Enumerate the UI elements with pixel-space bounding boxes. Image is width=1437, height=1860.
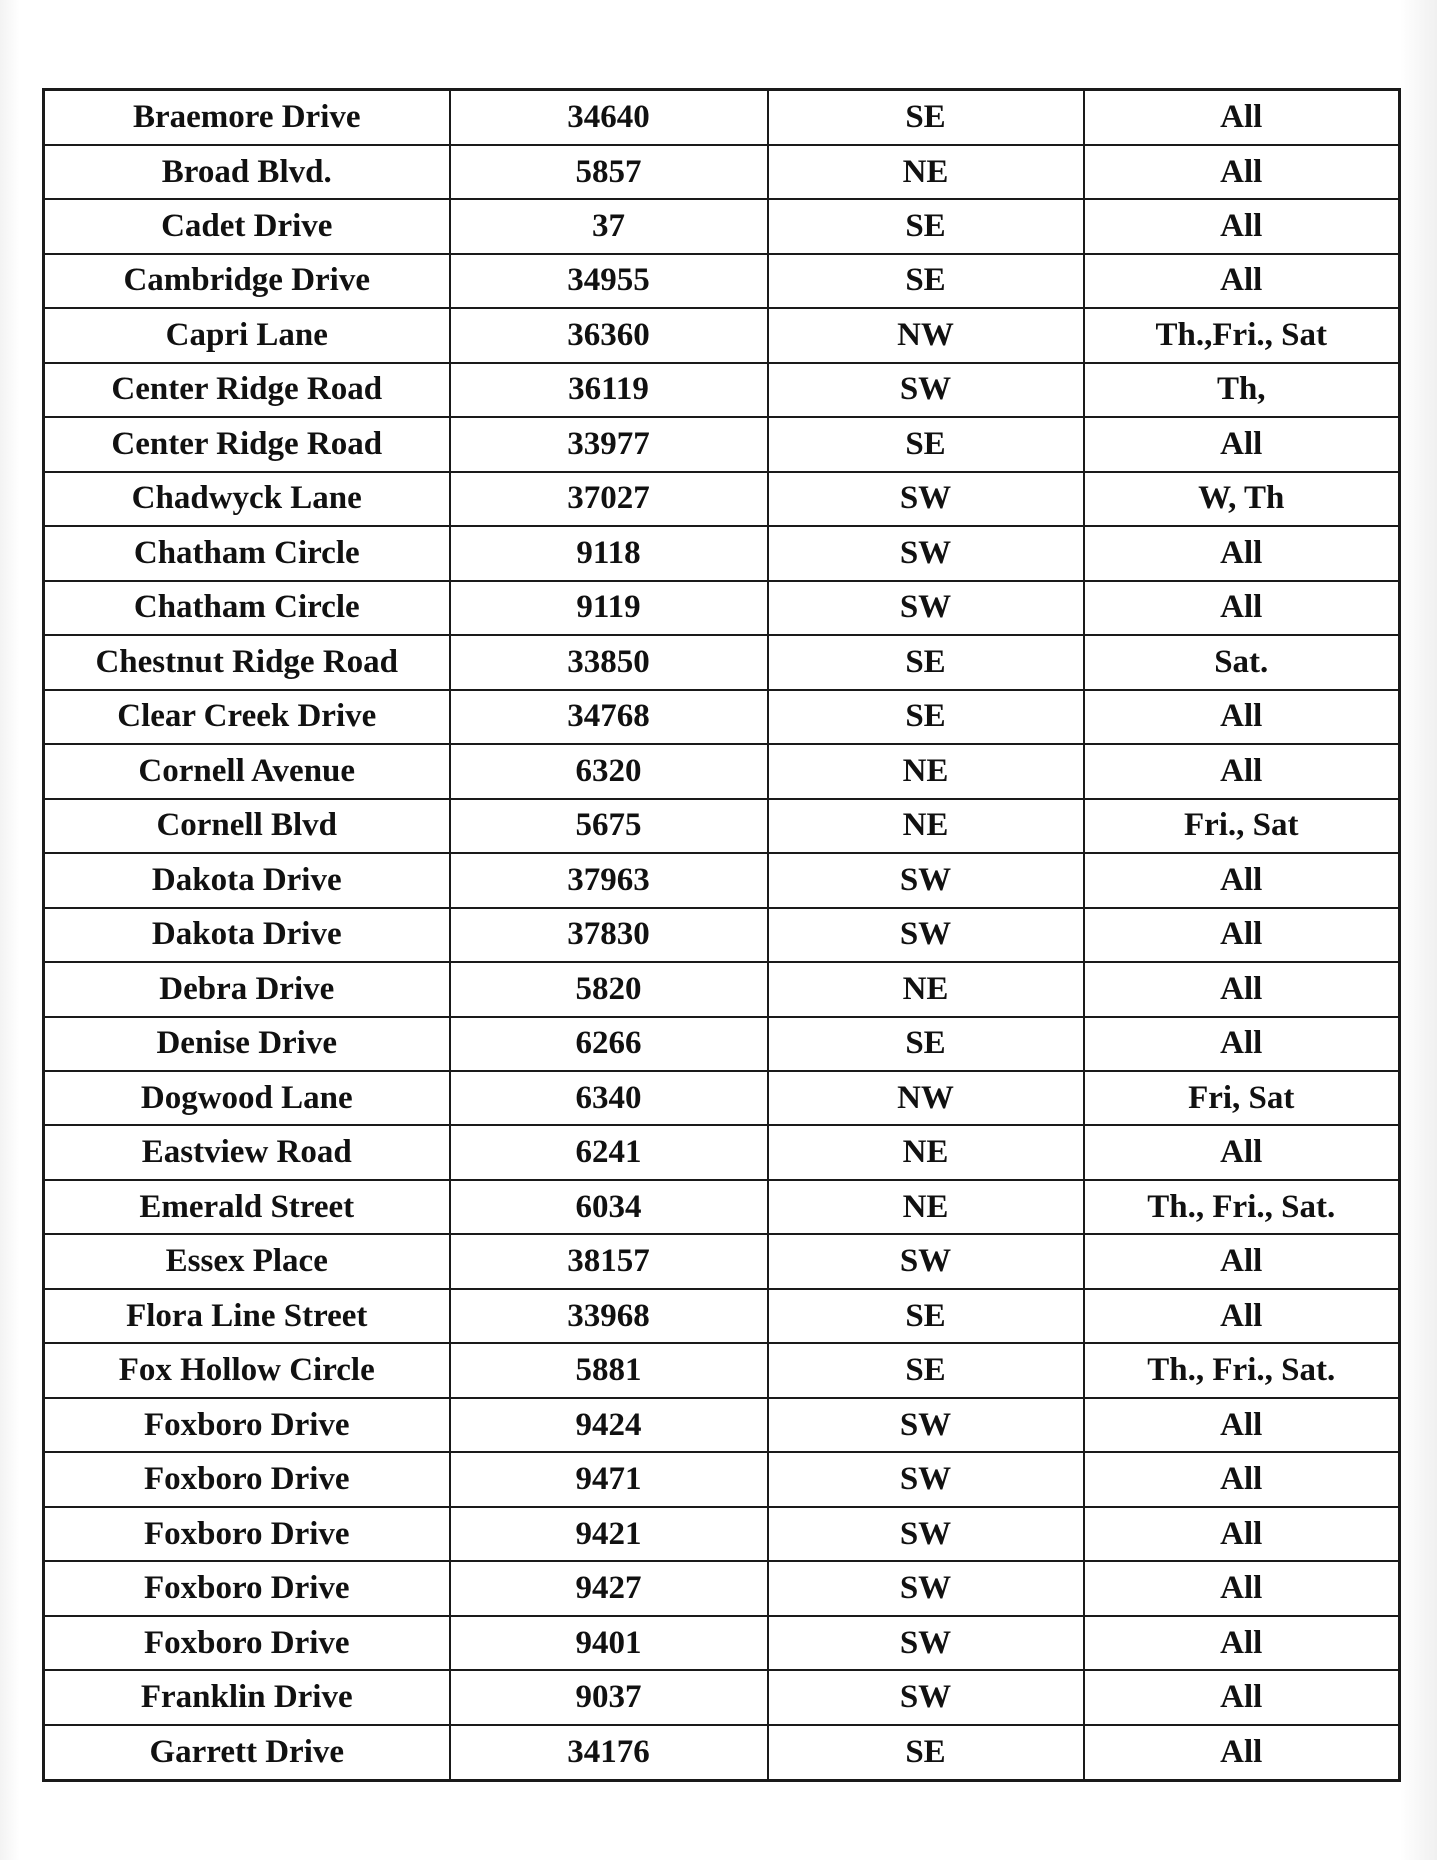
days-cell: All — [1084, 145, 1400, 199]
table-row — [44, 799, 1400, 853]
street-name-cell: Foxboro Drive — [44, 1507, 450, 1561]
table-row — [44, 853, 1400, 907]
table-row — [44, 908, 1400, 962]
days-cell: All — [1084, 1725, 1400, 1781]
quadrant-cell: SW — [768, 526, 1084, 580]
days-cell: All — [1084, 1507, 1400, 1561]
street-name-cell: Broad Blvd. — [44, 145, 450, 199]
street-name-cell: Chestnut Ridge Road — [44, 635, 450, 689]
days-cell: All — [1084, 526, 1400, 580]
quadrant-cell: SE — [768, 90, 1084, 145]
address-number-cell: 33977 — [450, 417, 768, 471]
days-cell: W, Th — [1084, 472, 1400, 526]
days-cell: All — [1084, 1616, 1400, 1670]
days-cell: All — [1084, 1561, 1400, 1615]
address-number-cell: 5857 — [450, 145, 768, 199]
days-cell: All — [1084, 1125, 1400, 1179]
days-cell: All — [1084, 1398, 1400, 1452]
days-cell: All — [1084, 254, 1400, 308]
address-number-cell: 33850 — [450, 635, 768, 689]
address-number-cell: 9427 — [450, 1561, 768, 1615]
table-row — [44, 363, 1400, 417]
days-cell: All — [1084, 853, 1400, 907]
days-cell: All — [1084, 1670, 1400, 1724]
address-number-cell: 9037 — [450, 1670, 768, 1724]
street-name-cell: Garrett Drive — [44, 1725, 450, 1781]
days-cell: All — [1084, 581, 1400, 635]
table-row — [44, 1561, 1400, 1615]
table-row — [44, 1180, 1400, 1234]
street-name-cell: Chadwyck Lane — [44, 472, 450, 526]
table-row — [44, 145, 1400, 199]
address-number-cell: 36119 — [450, 363, 768, 417]
table-row — [44, 962, 1400, 1016]
street-name-cell: Essex Place — [44, 1234, 450, 1288]
table-row — [44, 1670, 1400, 1724]
table-row — [44, 744, 1400, 798]
table-row — [44, 526, 1400, 580]
quadrant-cell: SW — [768, 472, 1084, 526]
days-cell: Fri., Sat — [1084, 799, 1400, 853]
table-body — [44, 90, 1400, 1781]
table-row — [44, 1234, 1400, 1288]
table-row — [44, 635, 1400, 689]
street-name-cell: Flora Line Street — [44, 1289, 450, 1343]
street-name-cell: Center Ridge Road — [44, 417, 450, 471]
quadrant-cell: SW — [768, 908, 1084, 962]
street-schedule-table — [42, 88, 1401, 1782]
street-name-cell: Clear Creek Drive — [44, 690, 450, 744]
days-cell: All — [1084, 90, 1400, 145]
address-number-cell: 33968 — [450, 1289, 768, 1343]
table-row — [44, 417, 1400, 471]
street-name-cell: Capri Lane — [44, 308, 450, 362]
street-name-cell: Dogwood Lane — [44, 1071, 450, 1125]
days-cell: All — [1084, 417, 1400, 471]
table-row — [44, 1616, 1400, 1670]
quadrant-cell: SE — [768, 1017, 1084, 1071]
days-cell: All — [1084, 962, 1400, 1016]
table-row — [44, 1343, 1400, 1397]
days-cell: Th., Fri., Sat. — [1084, 1180, 1400, 1234]
street-name-cell: Debra Drive — [44, 962, 450, 1016]
address-number-cell: 9401 — [450, 1616, 768, 1670]
street-name-cell: Franklin Drive — [44, 1670, 450, 1724]
street-name-cell: Center Ridge Road — [44, 363, 450, 417]
street-name-cell: Cadet Drive — [44, 199, 450, 253]
days-cell: All — [1084, 744, 1400, 798]
table-row — [44, 1289, 1400, 1343]
quadrant-cell: NE — [768, 1125, 1084, 1179]
quadrant-cell: NE — [768, 145, 1084, 199]
quadrant-cell: NE — [768, 744, 1084, 798]
quadrant-cell: SE — [768, 417, 1084, 471]
address-number-cell: 6266 — [450, 1017, 768, 1071]
quadrant-cell: NW — [768, 308, 1084, 362]
table-row — [44, 308, 1400, 362]
quadrant-cell: SW — [768, 1234, 1084, 1288]
address-number-cell: 6320 — [450, 744, 768, 798]
street-name-cell: Foxboro Drive — [44, 1452, 450, 1506]
table-row — [44, 472, 1400, 526]
days-cell: All — [1084, 1234, 1400, 1288]
street-name-cell: Dakota Drive — [44, 853, 450, 907]
quadrant-cell: SE — [768, 1343, 1084, 1397]
address-number-cell: 9119 — [450, 581, 768, 635]
days-cell: Th.,Fri., Sat — [1084, 308, 1400, 362]
address-number-cell: 9118 — [450, 526, 768, 580]
days-cell: All — [1084, 1452, 1400, 1506]
address-number-cell: 6340 — [450, 1071, 768, 1125]
address-number-cell: 36360 — [450, 308, 768, 362]
table-row — [44, 1398, 1400, 1452]
street-name-cell: Foxboro Drive — [44, 1616, 450, 1670]
quadrant-cell: SW — [768, 1452, 1084, 1506]
address-number-cell: 5820 — [450, 962, 768, 1016]
table-row — [44, 199, 1400, 253]
table-row — [44, 1071, 1400, 1125]
table-row — [44, 1507, 1400, 1561]
days-cell: All — [1084, 908, 1400, 962]
address-number-cell: 5675 — [450, 799, 768, 853]
quadrant-cell: SW — [768, 1561, 1084, 1615]
street-name-cell: Braemore Drive — [44, 90, 450, 145]
address-number-cell: 37 — [450, 199, 768, 253]
address-number-cell: 9471 — [450, 1452, 768, 1506]
address-number-cell: 38157 — [450, 1234, 768, 1288]
address-number-cell: 34955 — [450, 254, 768, 308]
days-cell: Th, — [1084, 363, 1400, 417]
address-number-cell: 37027 — [450, 472, 768, 526]
street-name-cell: Fox Hollow Circle — [44, 1343, 450, 1397]
quadrant-cell: SW — [768, 581, 1084, 635]
quadrant-cell: NW — [768, 1071, 1084, 1125]
address-number-cell: 34176 — [450, 1725, 768, 1781]
street-name-cell: Cornell Blvd — [44, 799, 450, 853]
street-name-cell: Foxboro Drive — [44, 1398, 450, 1452]
quadrant-cell: SW — [768, 853, 1084, 907]
table-row — [44, 90, 1400, 145]
street-name-cell: Emerald Street — [44, 1180, 450, 1234]
quadrant-cell: NE — [768, 799, 1084, 853]
quadrant-cell: NE — [768, 962, 1084, 1016]
street-name-cell: Chatham Circle — [44, 581, 450, 635]
table-row — [44, 690, 1400, 744]
days-cell: All — [1084, 1289, 1400, 1343]
quadrant-cell: SE — [768, 199, 1084, 253]
street-name-cell: Foxboro Drive — [44, 1561, 450, 1615]
quadrant-cell: SW — [768, 1616, 1084, 1670]
quadrant-cell: SW — [768, 1507, 1084, 1561]
quadrant-cell: SE — [768, 254, 1084, 308]
days-cell: Sat. — [1084, 635, 1400, 689]
quadrant-cell: SW — [768, 1398, 1084, 1452]
street-name-cell: Chatham Circle — [44, 526, 450, 580]
quadrant-cell: SE — [768, 635, 1084, 689]
address-number-cell: 37963 — [450, 853, 768, 907]
address-number-cell: 6034 — [450, 1180, 768, 1234]
address-number-cell: 37830 — [450, 908, 768, 962]
address-number-cell: 9424 — [450, 1398, 768, 1452]
quadrant-cell: SE — [768, 1725, 1084, 1781]
quadrant-cell: SW — [768, 1670, 1084, 1724]
street-name-cell: Denise Drive — [44, 1017, 450, 1071]
address-number-cell: 6241 — [450, 1125, 768, 1179]
quadrant-cell: SE — [768, 1289, 1084, 1343]
table-row — [44, 1125, 1400, 1179]
quadrant-cell: SE — [768, 690, 1084, 744]
days-cell: All — [1084, 199, 1400, 253]
table-row — [44, 254, 1400, 308]
street-name-cell: Dakota Drive — [44, 908, 450, 962]
table-row — [44, 1452, 1400, 1506]
address-number-cell: 34640 — [450, 90, 768, 145]
days-cell: Th., Fri., Sat. — [1084, 1343, 1400, 1397]
street-name-cell: Cornell Avenue — [44, 744, 450, 798]
table-row — [44, 1017, 1400, 1071]
table-row — [44, 1725, 1400, 1781]
street-name-cell: Cambridge Drive — [44, 254, 450, 308]
quadrant-cell: NE — [768, 1180, 1084, 1234]
address-number-cell: 9421 — [450, 1507, 768, 1561]
table-row — [44, 581, 1400, 635]
address-number-cell: 34768 — [450, 690, 768, 744]
street-name-cell: Eastview Road — [44, 1125, 450, 1179]
days-cell: Fri, Sat — [1084, 1071, 1400, 1125]
days-cell: All — [1084, 690, 1400, 744]
address-number-cell: 5881 — [450, 1343, 768, 1397]
quadrant-cell: SW — [768, 363, 1084, 417]
days-cell: All — [1084, 1017, 1400, 1071]
